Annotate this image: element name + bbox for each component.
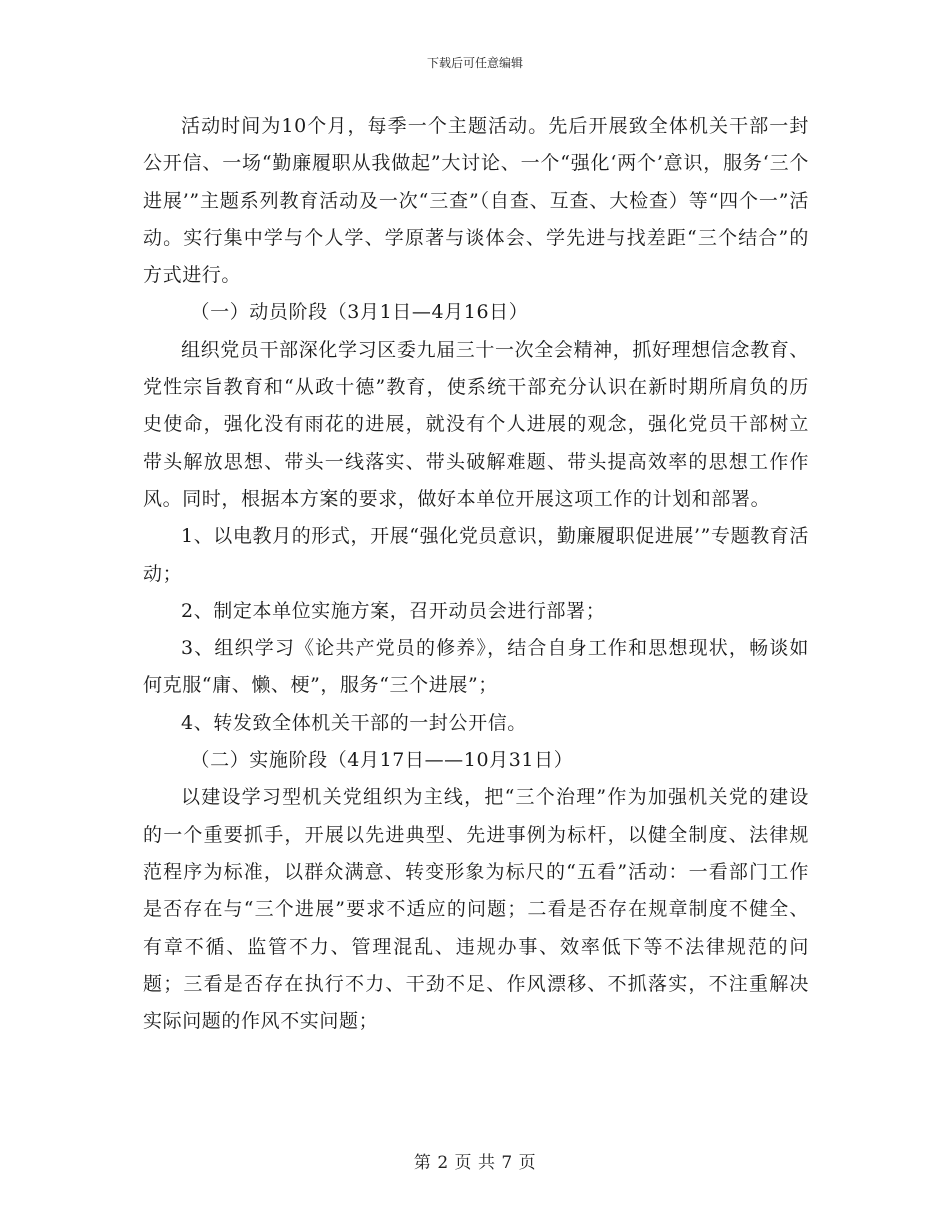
page-footer-page-number: 第 2 页 共 7 页	[413, 1153, 537, 1173]
paragraph-implementation-content: 以建设学习型机关党组织为主线，把“三个治理”作为加强机关党的建设的一个重要抓手，开展以先进典型、先进事例为标杆，以健全制度、法律规范程序为标准，以群众满意、转变形象为标尺的“五看”活动：一看部门工作是否存在与“三个进展”要求不适应的问题；二看是否存在规章制度不健全、有章不循、监管不力、管理混乱、违规办事、效率低下等不法律规范的问题；三看是否存在执行不力、干劲不足、作风漂移、不抓落实，不注重解决实际问题的作风不实问题；	[143, 786, 809, 1033]
list-item-1: 1、以电教月的形式，开展“强化党员意识，勤廉履职促进展’”专题教育活动；	[143, 525, 809, 585]
list-item-4: 4、转发致全体机关干部的一封公开信。	[181, 711, 527, 734]
list-item-3: 3、组织学习《论共产党员的修养》，结合自身工作和思想现状，畅谈如何克服“庸、懒、梗”，服务“三个进展”；	[143, 637, 809, 697]
page-header: 下载后可任意编辑	[426, 56, 523, 70]
section-heading-mobilization: （一）动员阶段（3月1日—4月16日）	[190, 301, 529, 324]
list-item-2: 2、制定本单位实施方案，召开动员会进行部署；	[181, 599, 606, 622]
paragraph-mobilization-content: 组织党员干部深化学习区委九届三十一次全会精神，抓好理想信念教育、党性宗旨教育和“从政十德”教育，使系统干部充分认识在新时期所肩负的历史使命，强化没有雨花的进展，就没有个人进展的观念，强化党员干部树立带头解放思想、带头一线落实、带头破解难题、带头提高效率的思想工作作风。同时，根据本方案的要求，做好本单位开展这项工作的计划和部署。	[143, 338, 809, 510]
section-heading-implementation: （二）实施阶段（4月17日——10月31日）	[190, 749, 574, 772]
document-body	[143, 108, 809, 1040]
paragraph-activity-time: 活动时间为10个月，每季一个主题活动。先后开展致全体机关干部一封公开信、一场“勤廉履职从我做起”大讨论、一个“强化‘两个’意识，服务‘三个进展’”主题系列教育活动及一次“三查”（自查、互查、大检查）等“四个一”活动。实行集中学与个人学、学原著与谈体会、学先进与找差距“三个结合”的方式进行。	[143, 115, 809, 287]
